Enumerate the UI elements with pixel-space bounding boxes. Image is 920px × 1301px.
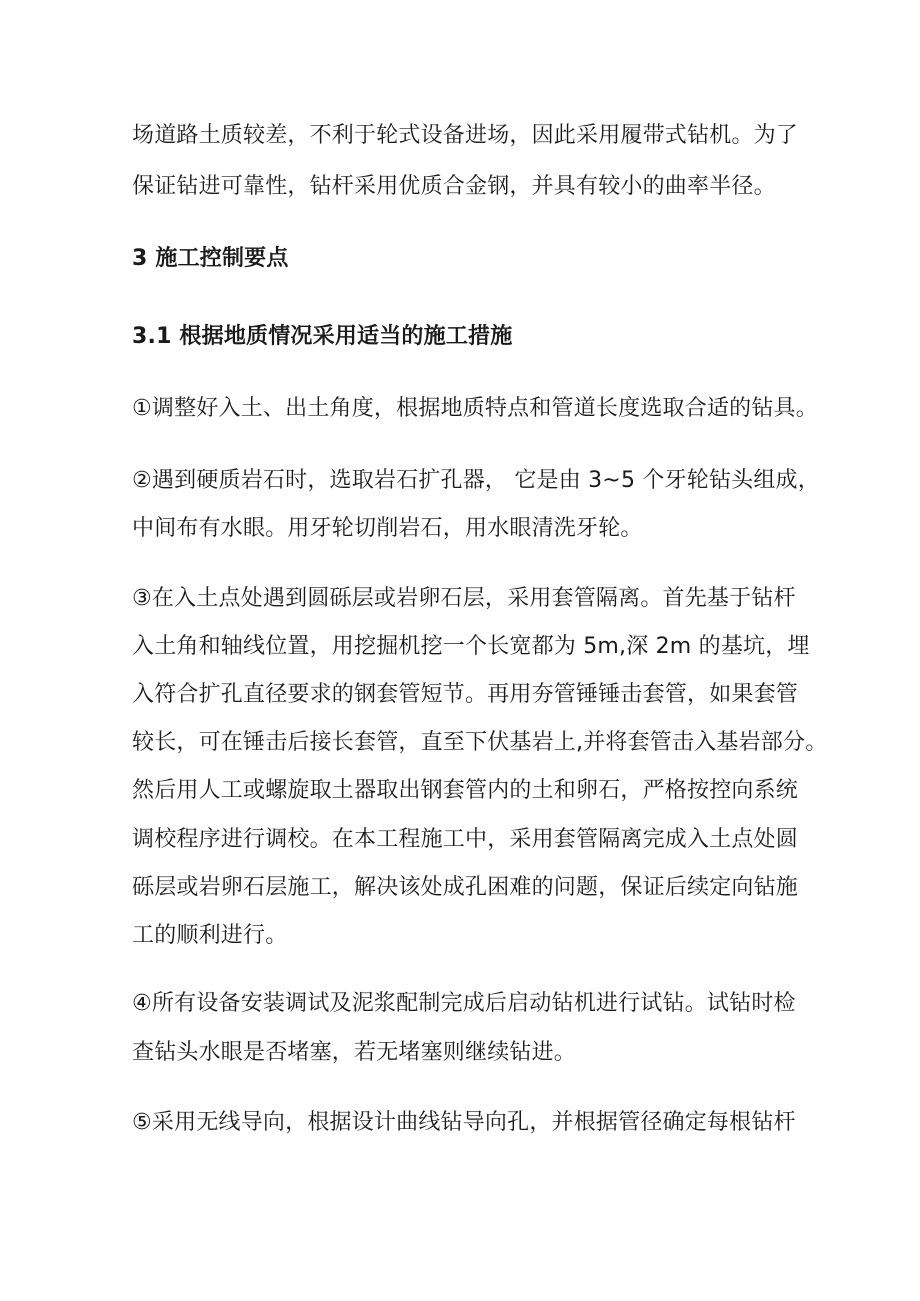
intro-line-1: 场道路土质较差，不利于轮式设备进场，因此采用履带式钻机。为了 xyxy=(132,123,799,148)
item-1-line-1: ①调整好入土、出土角度，根据地质特点和管道长度选取合适的钻具。 xyxy=(132,396,818,421)
item-3-line-5: 然后用人工或螺旋取土器取出钢套管内的土和卵石，严格按控向系统 xyxy=(132,778,799,803)
item-5-line-1: ⑤采用无线导向，根据设计曲线钻导向孔，并根据管径确定每根钻杆 xyxy=(132,1110,796,1135)
item-3-line-7: 砾层或岩卵石层施工，解决该处成孔困难的问题，保证后续定向钻施 xyxy=(132,875,799,900)
item-3-line-4: 较长，可在锤击后接长套管，直至下伏基岩上,并将套管击入基岩部分。 xyxy=(132,730,828,755)
item-4-line-2: 查钻头水眼是否堵塞，若无堵塞则继续钻进。 xyxy=(132,1040,577,1065)
item-3-line-6: 调校程序进行调校。在本工程施工中，采用套管隔离完成入土点处圆 xyxy=(132,827,799,852)
subsection-heading: 3.1 根据地质情况采用适当的施工措施 xyxy=(132,324,513,349)
item-2-line-1: ②遇到硬质岩石时，选取岩石扩孔器， 它是由 3~5 个牙轮钻头组成， xyxy=(132,468,820,493)
item-3-line-2: 入土角和轴线位置，用挖掘机挖一个长宽都为 5m,深 2m 的基坑，埋 xyxy=(132,634,810,659)
item-2-line-2: 中间布有水眼。用牙轮切削岩石，用水眼清洗牙轮。 xyxy=(132,516,643,541)
section-heading: 3 施工控制要点 xyxy=(132,246,289,271)
item-3-line-3: 入符合扩孔直径要求的钢套管短节。再用夯管锤锤击套管，如果套管 xyxy=(132,682,799,707)
intro-line-2: 保证钻进可靠性，钻杆采用优质合金钢，并具有较小的曲率半径。 xyxy=(132,174,776,199)
item-3-line-8: 工的顺利进行。 xyxy=(132,923,288,948)
item-3-line-1: ③在入土点处遇到圆砾层或岩卵石层，采用套管隔离。首先基于钻杆 xyxy=(132,586,796,611)
item-4-line-1: ④所有设备安装调试及泥浆配制完成后启动钻机进行试钻。试钻时检 xyxy=(132,991,796,1016)
